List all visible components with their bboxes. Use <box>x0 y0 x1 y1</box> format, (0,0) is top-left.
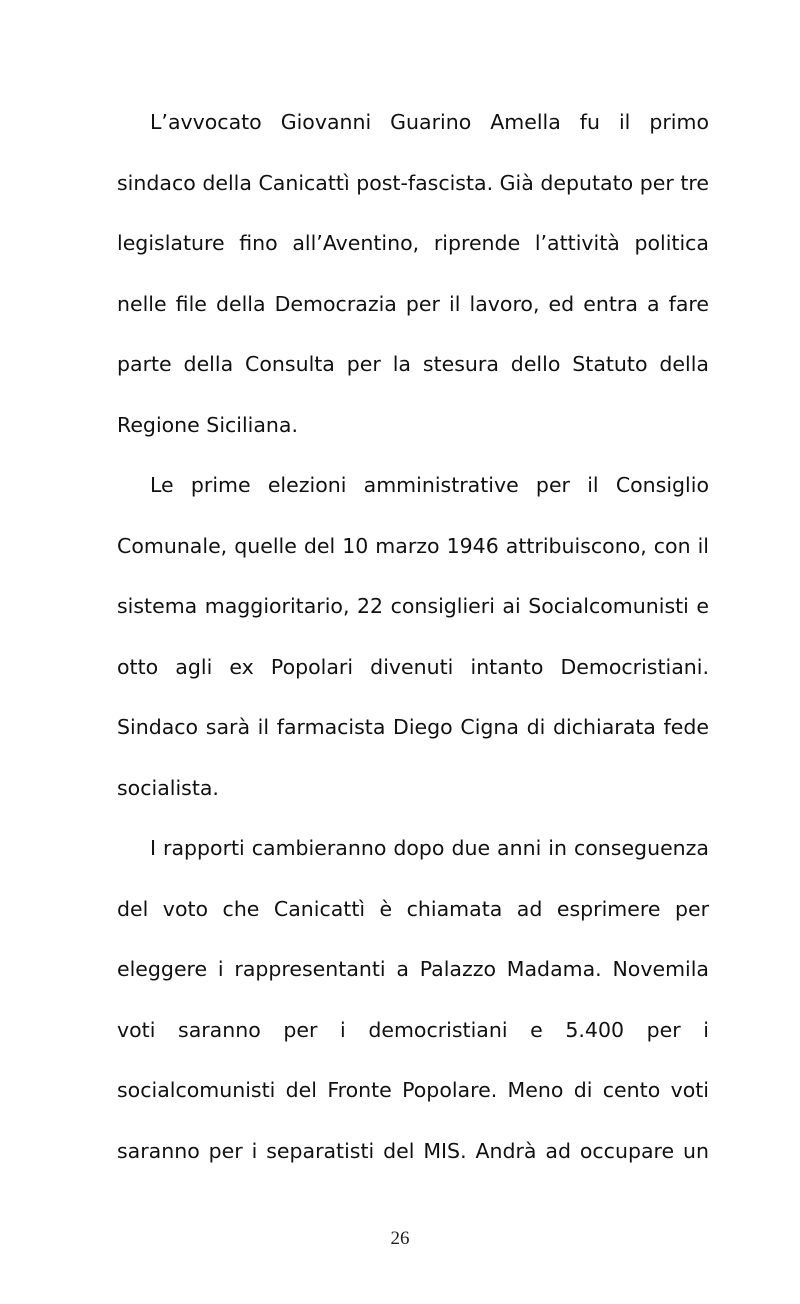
paragraph-3-line-5: socialcomunisti del Fronte Popolare. Meno di cento voti <box>117 1078 709 1102</box>
paragraph-3-line-2: del voto che Canicattì è chiamata ad esprimere per <box>117 896 709 921</box>
paragraph-2-line-2: Comunale, quelle del 10 marzo 1946 attribuiscono, con il <box>117 533 709 558</box>
paragraph-2-line-4: otto agli ex Popolari divenuti intanto Democristiani. <box>117 654 709 679</box>
paragraph-1-line-3: legislature fino all’Aventino, riprende l’attività politica <box>117 231 709 255</box>
paragraph-1-line-2: sindaco della Canicattì post-fascista. Già deputato per tre <box>117 170 709 195</box>
page-number: 26 <box>390 1228 410 1249</box>
paragraph-1-line-6: Regione Siciliana. <box>117 412 299 437</box>
paragraph-2-line-6: socialista. <box>117 775 219 800</box>
paragraph-1-line-1: L’avvocato Giovanni Guarino Amella fu il primo <box>150 110 709 134</box>
paragraph-3-line-1: I rapporti cambieranno dopo due anni in conseguenza <box>150 836 709 860</box>
paragraph-1-line-5: parte della Consulta per la stesura dello Statuto della <box>117 352 709 376</box>
paragraph-2-line-3: sistema maggioritario, 22 consiglieri ai Socialcomunisti e <box>117 594 709 618</box>
body-text <box>117 100 709 1189</box>
paragraph-3-line-6: saranno per i separatisti del MIS. Andrà ad occupare un <box>117 1138 709 1163</box>
paragraph-3-line-4: voti saranno per i democristiani e 5.400 per i <box>117 1017 709 1042</box>
paragraph-3-line-3: eleggere i rappresentanti a Palazzo Madama. Novemila <box>117 957 709 981</box>
paragraph-1-line-4: nelle file della Democrazia per il lavoro, ed entra a fare <box>117 291 709 316</box>
paragraph-2-line-1: Le prime elezioni amministrative per il Consiglio <box>150 473 709 497</box>
paragraph-2-line-5: Sindaco sarà il farmacista Diego Cigna di dichiarata fede <box>117 715 709 739</box>
